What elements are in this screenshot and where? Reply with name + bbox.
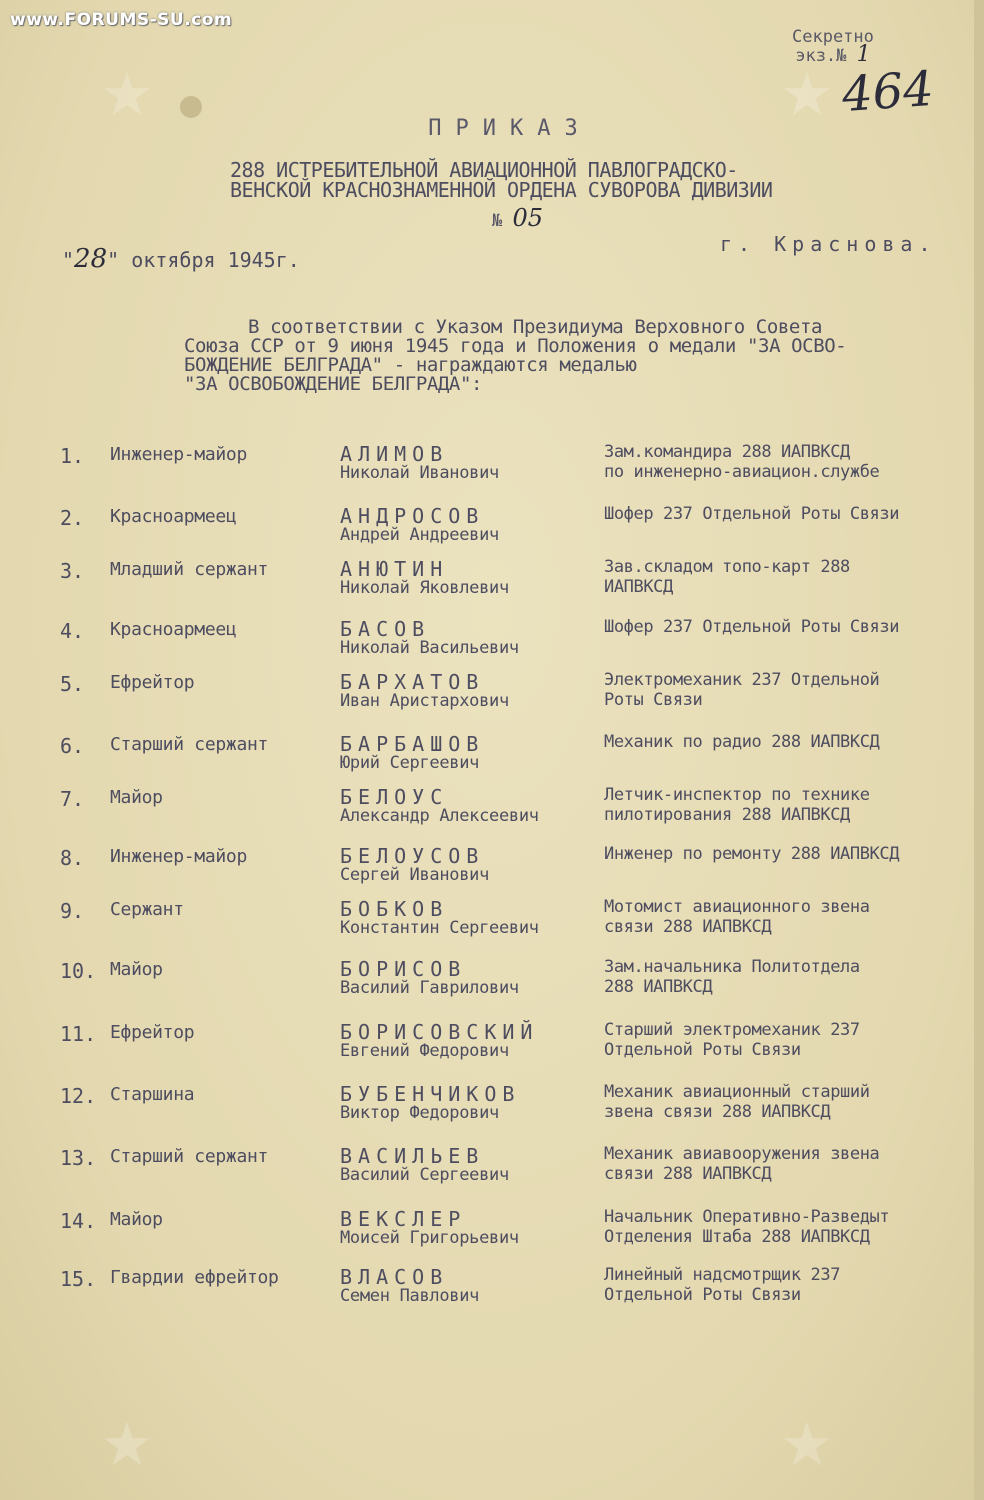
- awardee-surname: БАРБАШОВ: [340, 732, 485, 756]
- preamble: [184, 318, 964, 394]
- awardee-position: [604, 504, 980, 524]
- awardee-position: [604, 897, 980, 937]
- awardee-rank: Старшина: [110, 1084, 195, 1105]
- awardee-position-line: Отделения Штаба 288 ИАПВКСД: [604, 1227, 870, 1247]
- awardee-rank: Майор: [110, 1209, 163, 1230]
- unit-name-line1: 288 ИСТРЕБИТЕЛЬНОЙ АВИАЦИОННОЙ ПАВЛОГРАДСКО-: [230, 158, 738, 182]
- awardee-position-line: Начальник Оперативно-Разведыт: [604, 1207, 890, 1227]
- awardee-position-line: Летчик-инспектор по технике: [604, 785, 870, 805]
- awardee-position: [604, 1020, 980, 1060]
- awardee-row: [0, 959, 984, 1019]
- awardee-surname: БОРИСОВ: [340, 957, 467, 981]
- awardee-row: [0, 444, 984, 504]
- awardee-given-names: Виктор Федорович: [340, 1103, 499, 1123]
- awardee-number: 11.: [60, 1022, 97, 1046]
- awardee-row: [0, 787, 984, 847]
- awardee-number: 9.: [60, 899, 85, 923]
- awardee-position-line: Роты Связи: [604, 690, 703, 710]
- awardee-given-names: Сергей Иванович: [340, 865, 490, 885]
- awardee-position-line: Отдельной Роты Связи: [604, 1285, 801, 1305]
- document-title: ПРИКАЗ: [428, 116, 592, 141]
- awardee-row: [0, 1267, 984, 1327]
- awardee-row: [0, 1209, 984, 1269]
- awardee-position-line: Механик по радио 288 ИАПВКСД: [604, 732, 880, 752]
- awardee-surname: ВЛАСОВ: [340, 1265, 449, 1289]
- awardee-position: [604, 557, 980, 597]
- unit-name: [230, 160, 850, 200]
- awardee-position-line: Зам.начальника Политотдела: [604, 957, 860, 977]
- preamble-line4: "ЗА ОСВОБОЖДЕНИЕ БЕЛГРАДА":: [184, 373, 483, 395]
- awardee-row: [0, 559, 984, 619]
- awardee-rank: Младший сержант: [110, 559, 269, 580]
- awardee-row: [0, 672, 984, 732]
- awardee-position: [604, 1207, 980, 1247]
- awardee-surname: АЛИМОВ: [340, 442, 449, 466]
- awardee-given-names: Константин Сергеевич: [340, 918, 539, 938]
- awardee-number: 3.: [60, 559, 85, 583]
- awardee-surname: БЕЛОУСОВ: [340, 844, 485, 868]
- order-number: № 05: [492, 204, 544, 232]
- awardee-position-line: Мотомист авиационного звена: [604, 897, 870, 917]
- punch-hole: [180, 96, 202, 118]
- awardee-position-line: Зав.складом топо-карт 288: [604, 557, 850, 577]
- watermark-star-icon: ★: [100, 1410, 154, 1480]
- awardee-number: 4.: [60, 619, 85, 643]
- secret-stamp: [792, 28, 874, 65]
- awardee-rank: Старший сержант: [110, 734, 269, 755]
- awardee-position-line: ИАПВКСД: [604, 577, 673, 597]
- awardee-row: [0, 1146, 984, 1206]
- awardee-position-line: Механик авиационный старший: [604, 1082, 870, 1102]
- awardee-given-names: Юрий Сергеевич: [340, 753, 480, 773]
- awardee-surname: ВЕКСЛЕР: [340, 1207, 467, 1231]
- awardee-number: 6.: [60, 734, 85, 758]
- awardee-number: 7.: [60, 787, 85, 811]
- awardee-position-line: Старший электромеханик 237: [604, 1020, 860, 1040]
- awardee-position-line: по инженерно-авиацион.службе: [604, 462, 880, 482]
- awardee-position: [604, 844, 980, 864]
- awardee-position-line: связи 288 ИАПВКСД: [604, 917, 772, 937]
- awardee-given-names: Семен Павлович: [340, 1286, 480, 1306]
- awardee-rank: Инженер-майор: [110, 846, 247, 867]
- awardee-position-line: Отдельной Роты Связи: [604, 1040, 801, 1060]
- awardee-given-names: Андрей Андреевич: [340, 525, 499, 545]
- watermark-star-icon: ★: [780, 1410, 834, 1480]
- awardee-rank: Старший сержант: [110, 1146, 269, 1167]
- awardee-given-names: Николай Васильевич: [340, 638, 519, 658]
- awardee-position: [604, 617, 980, 637]
- awardee-number: 2.: [60, 506, 85, 530]
- awardee-number: 13.: [60, 1146, 97, 1170]
- awardee-position-line: связи 288 ИАПВКСД: [604, 1164, 772, 1184]
- awardee-number: 10.: [60, 959, 97, 983]
- secret-stamp-line1: Секретно: [792, 27, 874, 47]
- preamble-line2: Союза ССР от 9 июня 1945 года и Положения о медали "ЗА ОСВО-: [184, 335, 847, 357]
- awardee-number: 12.: [60, 1084, 97, 1108]
- awardee-surname: ВАСИЛЬЕВ: [340, 1144, 485, 1168]
- awardee-rank: Сержант: [110, 899, 184, 920]
- awardee-position-line: звена связи 288 ИАПВКСД: [604, 1102, 831, 1122]
- awardee-surname: АНЮТИН: [340, 557, 449, 581]
- awardee-position-line: Зам.командира 288 ИАПВКСД: [604, 442, 850, 462]
- awardee-rank: Ефрейтор: [110, 1022, 195, 1043]
- awardee-position-line: 288 ИАПВКСД: [604, 977, 713, 997]
- awardee-given-names: Василий Гаврилович: [340, 978, 519, 998]
- unit-name-line2: ВЕНСКОЙ КРАСНОЗНАМЕННОЙ ОРДЕНА СУВОРОВА ДИВИЗИИ: [230, 178, 773, 202]
- awardee-surname: БАРХАТОВ: [340, 670, 485, 694]
- awardee-position: [604, 785, 980, 825]
- awardee-position: [604, 670, 980, 710]
- secret-stamp-line2: экз.№ 1: [795, 42, 871, 67]
- watermark-star-icon: ★: [100, 60, 154, 130]
- awardee-given-names: Николай Яковлевич: [340, 578, 509, 598]
- awardee-position: [604, 442, 980, 482]
- awardee-rank: Красноармеец: [110, 506, 237, 527]
- awardee-position-line: Инженер по ремонту 288 ИАПВКСД: [604, 844, 900, 864]
- awardee-number: 1.: [60, 444, 85, 468]
- awardee-surname: БЕЛОУС: [340, 785, 449, 809]
- awardee-rank: Красноармеец: [110, 619, 237, 640]
- awardee-given-names: Николай Иванович: [340, 463, 499, 483]
- awardee-position: [604, 1082, 980, 1122]
- awardee-position-line: Шофер 237 Отдельной Роты Связи: [604, 617, 900, 637]
- awardee-position: [604, 1144, 980, 1184]
- awardee-position: [604, 1265, 980, 1305]
- awardee-number: 15.: [60, 1267, 97, 1291]
- watermark-star-icon: ★: [780, 60, 834, 130]
- preamble-line1: В соответствии с Указом Президиума Верховного Совета: [248, 316, 823, 338]
- awardee-row: [0, 1084, 984, 1144]
- awardee-position-line: Линейный надсмотрщик 237: [604, 1265, 841, 1285]
- awardee-surname: БУБЕНЧИКОВ: [340, 1082, 521, 1106]
- awardee-number: 8.: [60, 846, 85, 870]
- awardee-position-line: Шофер 237 Отдельной Роты Связи: [604, 504, 900, 524]
- order-date: "28" октября 1945г.: [62, 244, 300, 274]
- awardee-given-names: Александр Алексеевич: [340, 806, 539, 826]
- awardee-rank: Майор: [110, 787, 163, 808]
- awardee-rank: Инженер-майор: [110, 444, 247, 465]
- awardee-position: [604, 732, 980, 752]
- awardee-row: [0, 899, 984, 959]
- awardee-number: 14.: [60, 1209, 97, 1233]
- awardee-rank: Гвардии ефрейтор: [110, 1267, 279, 1288]
- awardee-row: [0, 1022, 984, 1082]
- order-city: г. Краснова.: [720, 232, 937, 256]
- awardee-rank: Ефрейтор: [110, 672, 195, 693]
- awardee-position-line: Электромеханик 237 Отдельной: [604, 670, 880, 690]
- awardee-given-names: Иван Аристархович: [340, 691, 509, 711]
- awardee-surname: АНДРОСОВ: [340, 504, 485, 528]
- preamble-line3: БОЖДЕНИЕ БЕЛГРАДА" - награждаются медалью: [184, 354, 637, 376]
- site-watermark: www.FORUMS-SU.com: [10, 10, 233, 30]
- awardee-given-names: Евгений Федорович: [340, 1041, 509, 1061]
- awardee-surname: БОРИСОВСКИЙ: [340, 1020, 539, 1044]
- awardee-position-line: пилотирования 288 ИАПВКСД: [604, 805, 850, 825]
- awardee-given-names: Моисей Григорьевич: [340, 1228, 519, 1248]
- awardee-given-names: Василий Сергеевич: [340, 1165, 509, 1185]
- awardee-number: 5.: [60, 672, 85, 696]
- archive-number: 464: [840, 60, 936, 124]
- awardee-surname: БОБКОВ: [340, 897, 449, 921]
- awardee-surname: БАСОВ: [340, 617, 431, 641]
- awardee-position-line: Механик авиавооружения звена: [604, 1144, 880, 1164]
- awardee-position: [604, 957, 980, 997]
- awardee-rank: Майор: [110, 959, 163, 980]
